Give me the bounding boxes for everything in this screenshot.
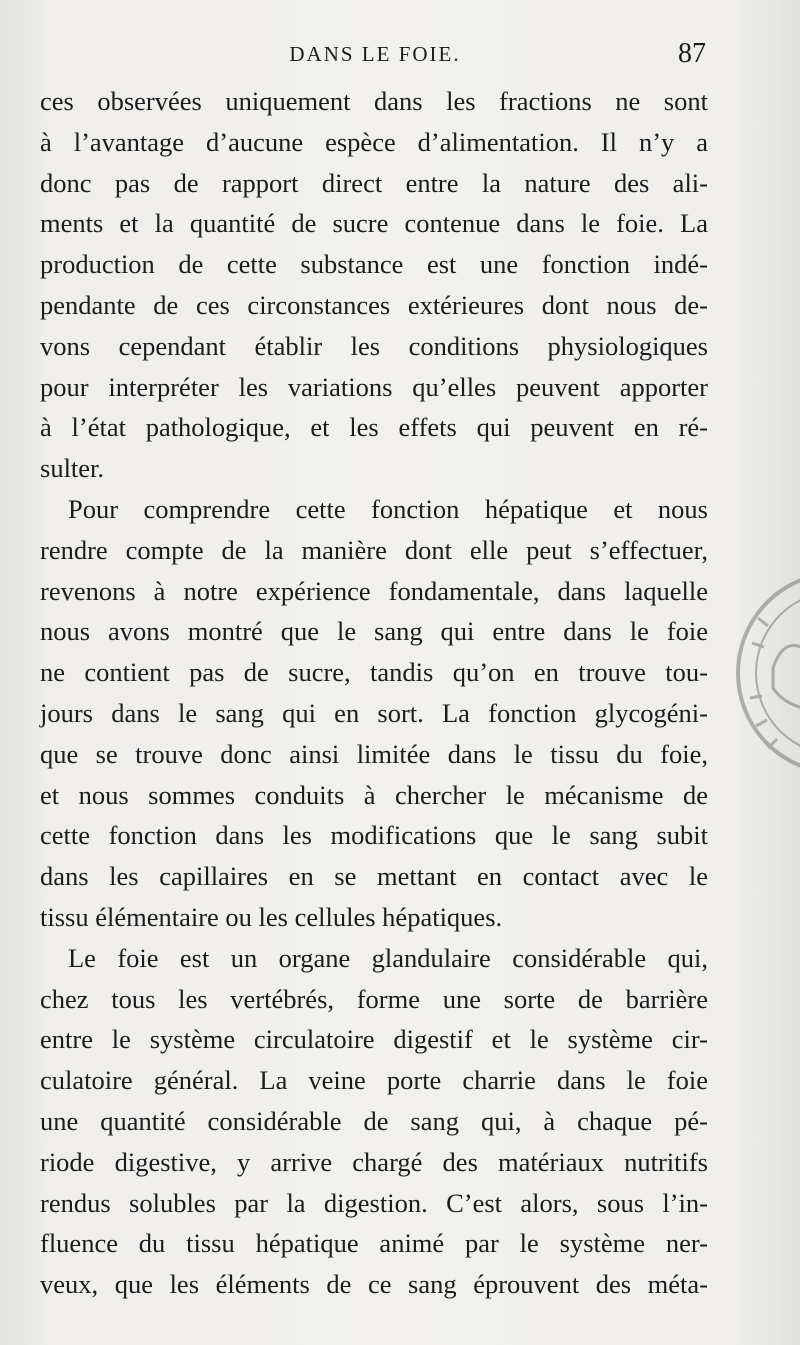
text-line: fluence du tissu hépatique animé par le système ner- xyxy=(40,1228,708,1259)
text-line: pendante de ces circonstances extérieures dont nous de- xyxy=(40,289,708,320)
text-line: nous avons montré que le sang qui entre dans le foie xyxy=(40,616,708,647)
text-line: ne contient pas de sucre, tandis qu’on en trouve tou- xyxy=(40,657,708,688)
text-line: ments et la quantité de sucre contenue dans le foie. La xyxy=(40,208,708,239)
text-line: rendre compte de la manière dont elle peut s’effectuer, xyxy=(40,534,708,565)
text-line: rendus solubles par la digestion. C’est alors, sous l’in- xyxy=(40,1187,708,1218)
library-stamp xyxy=(718,548,800,798)
text-line: entre le système circulatoire digestif et le système cir- xyxy=(40,1024,708,1055)
text-line: pour interpréter les variations qu’elles peuvent apporter xyxy=(40,371,708,402)
text-line: tissu élémentaire ou les cellules hépatiques. xyxy=(40,901,503,932)
text-line: Le foie est un organe glandulaire considérable qui, xyxy=(68,942,708,973)
text-line: production de cette substance est une fonction indé- xyxy=(40,249,708,280)
text-line: sulter. xyxy=(40,453,105,484)
page-number: 87 xyxy=(678,38,706,69)
running-head: DANS LE FOIE. xyxy=(289,42,461,66)
text-line: veux, que les éléments de ce sang éprouvent des méta- xyxy=(40,1269,708,1300)
text-line: ces observées uniquement dans les fractions ne sont xyxy=(40,86,708,116)
text-line: à l’avantage d’aucune espèce d’alimentation. Il n’y a xyxy=(40,126,708,157)
text-line: chez tous les vertébrés, forme une sorte de barrière xyxy=(40,983,708,1014)
text-line: jours dans le sang qui en sort. La fonction glycogéni- xyxy=(40,697,708,728)
text-line: cette fonction dans les modifications que le sang subit xyxy=(40,820,708,851)
text-line: riode digestive, y arrive chargé des matériaux nutritifs xyxy=(40,1146,708,1177)
text-line: donc pas de rapport direct entre la nature des ali- xyxy=(40,167,708,198)
text-line: culatoire général. La veine porte charrie dans le foie xyxy=(40,1065,708,1096)
text-line: Pour comprendre cette fonction hépatique et nous xyxy=(68,493,708,524)
page-header xyxy=(40,38,710,78)
text-line: revenons à notre expérience fondamentale, dans laquelle xyxy=(40,575,708,606)
text-line: vons cependant établir les conditions physiologiques xyxy=(40,330,708,361)
text-line: dans les capillaires en se mettant en contact avec le xyxy=(40,861,708,892)
text-line: une quantité considérable de sang qui, à chaque pé- xyxy=(40,1105,708,1136)
text-line: et nous sommes conduits à chercher le mécanisme de xyxy=(40,779,708,810)
body-text xyxy=(40,81,708,1305)
text-line: que se trouve donc ainsi limitée dans le tissu du foie, xyxy=(40,738,708,769)
text-line: à l’état pathologique, et les effets qui peuvent en ré- xyxy=(40,412,708,443)
